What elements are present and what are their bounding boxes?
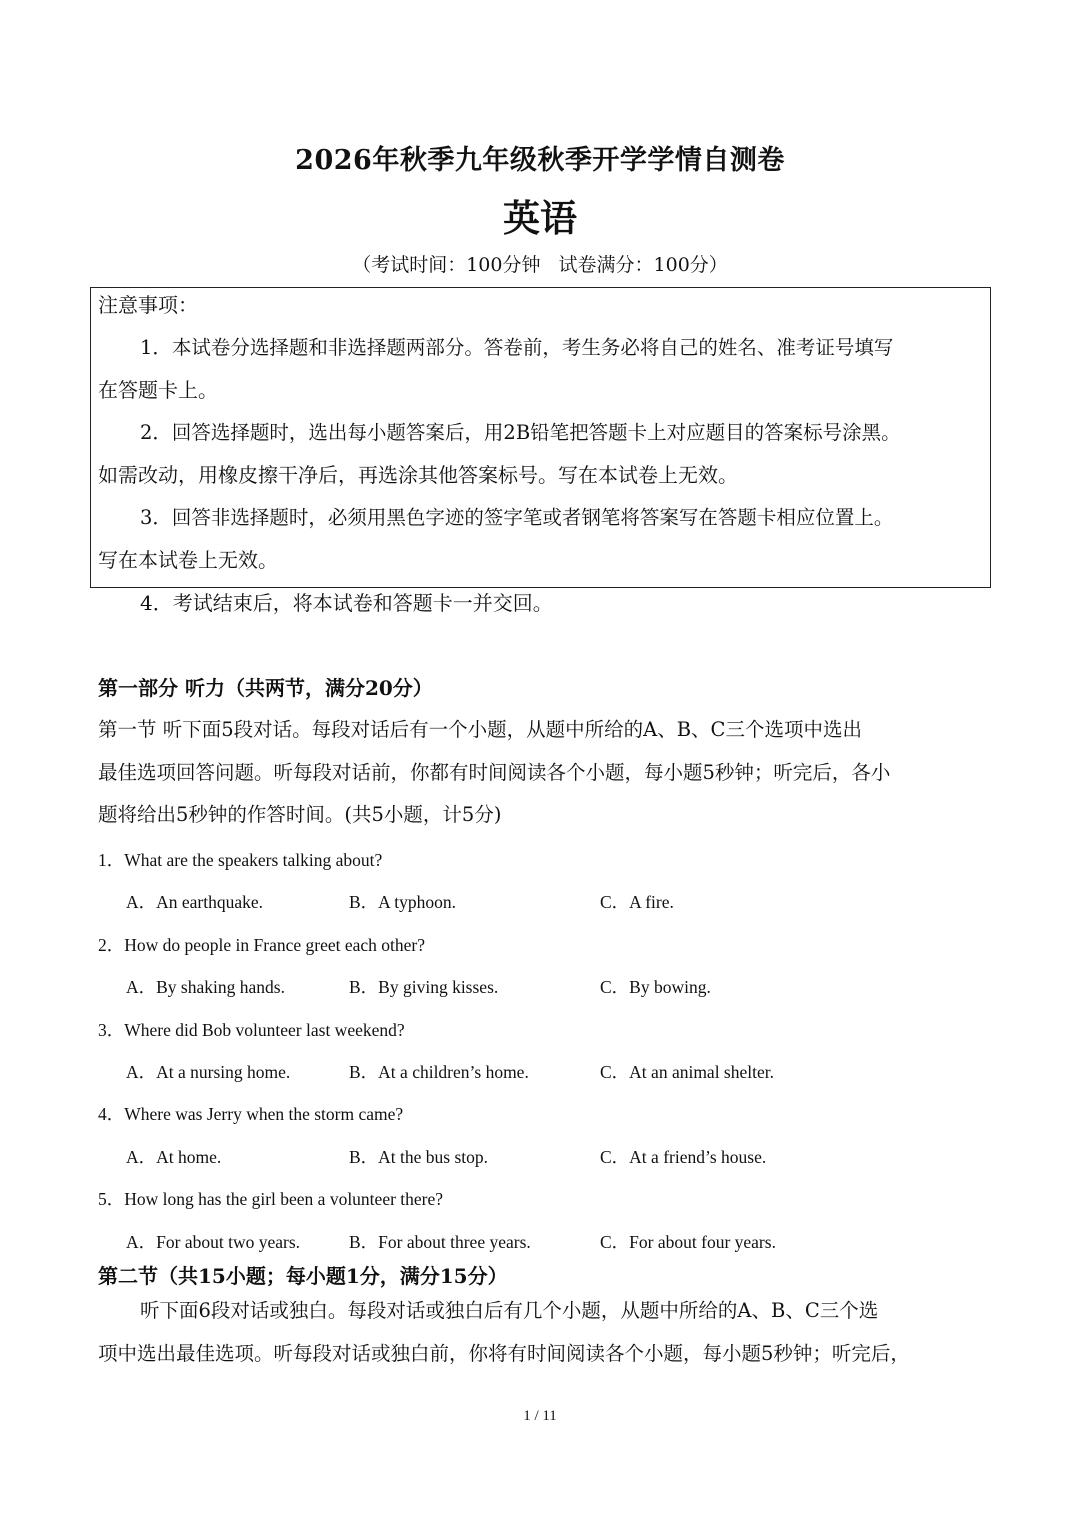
exam-score: 试卷满分：100分） bbox=[558, 254, 728, 276]
question-3: 3．Where did Bob volunteer last weekend? bbox=[98, 1020, 405, 1040]
q3-option-c: C．At an animal shelter. bbox=[600, 1062, 774, 1082]
q4-option-b: B．At the bus stop. bbox=[349, 1147, 489, 1167]
q2-option-b: B．By giving kisses. bbox=[349, 977, 499, 997]
notice-line-5: 3．回答非选择题时，必须用黑色字迹的签字笔或者钢笔将答案写在答题卡相应位置上。 bbox=[140, 506, 894, 529]
notice-line-4: 如需改动，用橡皮擦干净后，再选涂其他答案标号。写在本试卷上无效。 bbox=[98, 463, 738, 487]
section2-line-1: 听下面6段对话或独白。每段对话或独白后有几个小题，从题中所给的A、B、C三个选 bbox=[140, 1299, 879, 1322]
subject-title: 英语 bbox=[503, 197, 577, 240]
part1-heading: 第一部分 听力（共两节，满分20分） bbox=[98, 676, 433, 700]
q1-option-a: A．An earthquake. bbox=[126, 892, 264, 912]
notice-line-7: 4．考试结束后，将本试卷和答题卡一并交回。 bbox=[140, 591, 553, 615]
q1-option-b: B．A typhoon. bbox=[349, 892, 456, 912]
notice-line-6: 写在本试卷上无效。 bbox=[98, 548, 278, 572]
exam-title: 2026年秋季九年级秋季开学学情自测卷 bbox=[295, 145, 785, 176]
q3-option-a: A．At a nursing home. bbox=[126, 1062, 291, 1082]
q3-option-b: B．At a children’s home. bbox=[349, 1062, 529, 1082]
question-2: 2．How do people in France greet each other? bbox=[98, 935, 426, 955]
q2-option-a: A．By shaking hands. bbox=[126, 977, 285, 997]
q5-option-b: B．For about three years. bbox=[349, 1232, 531, 1252]
section2-heading: 第二节（共15小题；每小题1分，满分15分） bbox=[98, 1264, 508, 1288]
q2-option-c: C．By bowing. bbox=[600, 977, 711, 997]
question-5: 5．How long has the girl been a volunteer there? bbox=[98, 1189, 444, 1209]
q5-option-a: A．For about two years. bbox=[126, 1232, 301, 1252]
exam-time: （考试时间：100分钟 bbox=[352, 254, 541, 276]
section1-line-1: 第一节 听下面5段对话。每段对话后有一个小题，从题中所给的A、B、C三个选项中选出 bbox=[98, 718, 862, 741]
q1-option-c: C．A fire. bbox=[600, 892, 674, 912]
notice-line-2: 在答题卡上。 bbox=[98, 378, 218, 402]
question-1: 1．What are the speakers talking about? bbox=[98, 850, 383, 870]
notice-line-3: 2．回答选择题时，选出每小题答案后，用2B铅笔把答题卡上对应题目的答案标号涂黑。 bbox=[140, 421, 901, 444]
section2-line-2: 项中选出最佳选项。听每段对话或独白前，你将有时间阅读各个小题，每小题5秒钟；听完后， bbox=[98, 1342, 910, 1365]
page-number: 1 / 11 bbox=[523, 1408, 557, 1424]
question-4: 4．Where was Jerry when the storm came? bbox=[98, 1104, 404, 1124]
section1-line-3: 题将给出5秒钟的作答时间。(共5小题，计5分) bbox=[98, 803, 502, 826]
q4-option-c: C．At a friend’s house. bbox=[600, 1147, 767, 1167]
q4-option-a: A．At home. bbox=[126, 1147, 222, 1167]
notice-line-1: 1．本试卷分选择题和非选择题两部分。答卷前，考生务必将自己的姓名、准考证号填写 bbox=[140, 336, 894, 359]
q5-option-c: C．For about four years. bbox=[600, 1232, 776, 1252]
exam-info bbox=[0, 250, 1080, 277]
section1-line-2: 最佳选项回答问题。听每段对话前，你都有时间阅读各个小题，每小题5秒钟；听完后，各小 bbox=[98, 761, 891, 784]
notice-heading: 注意事项： bbox=[98, 293, 198, 317]
